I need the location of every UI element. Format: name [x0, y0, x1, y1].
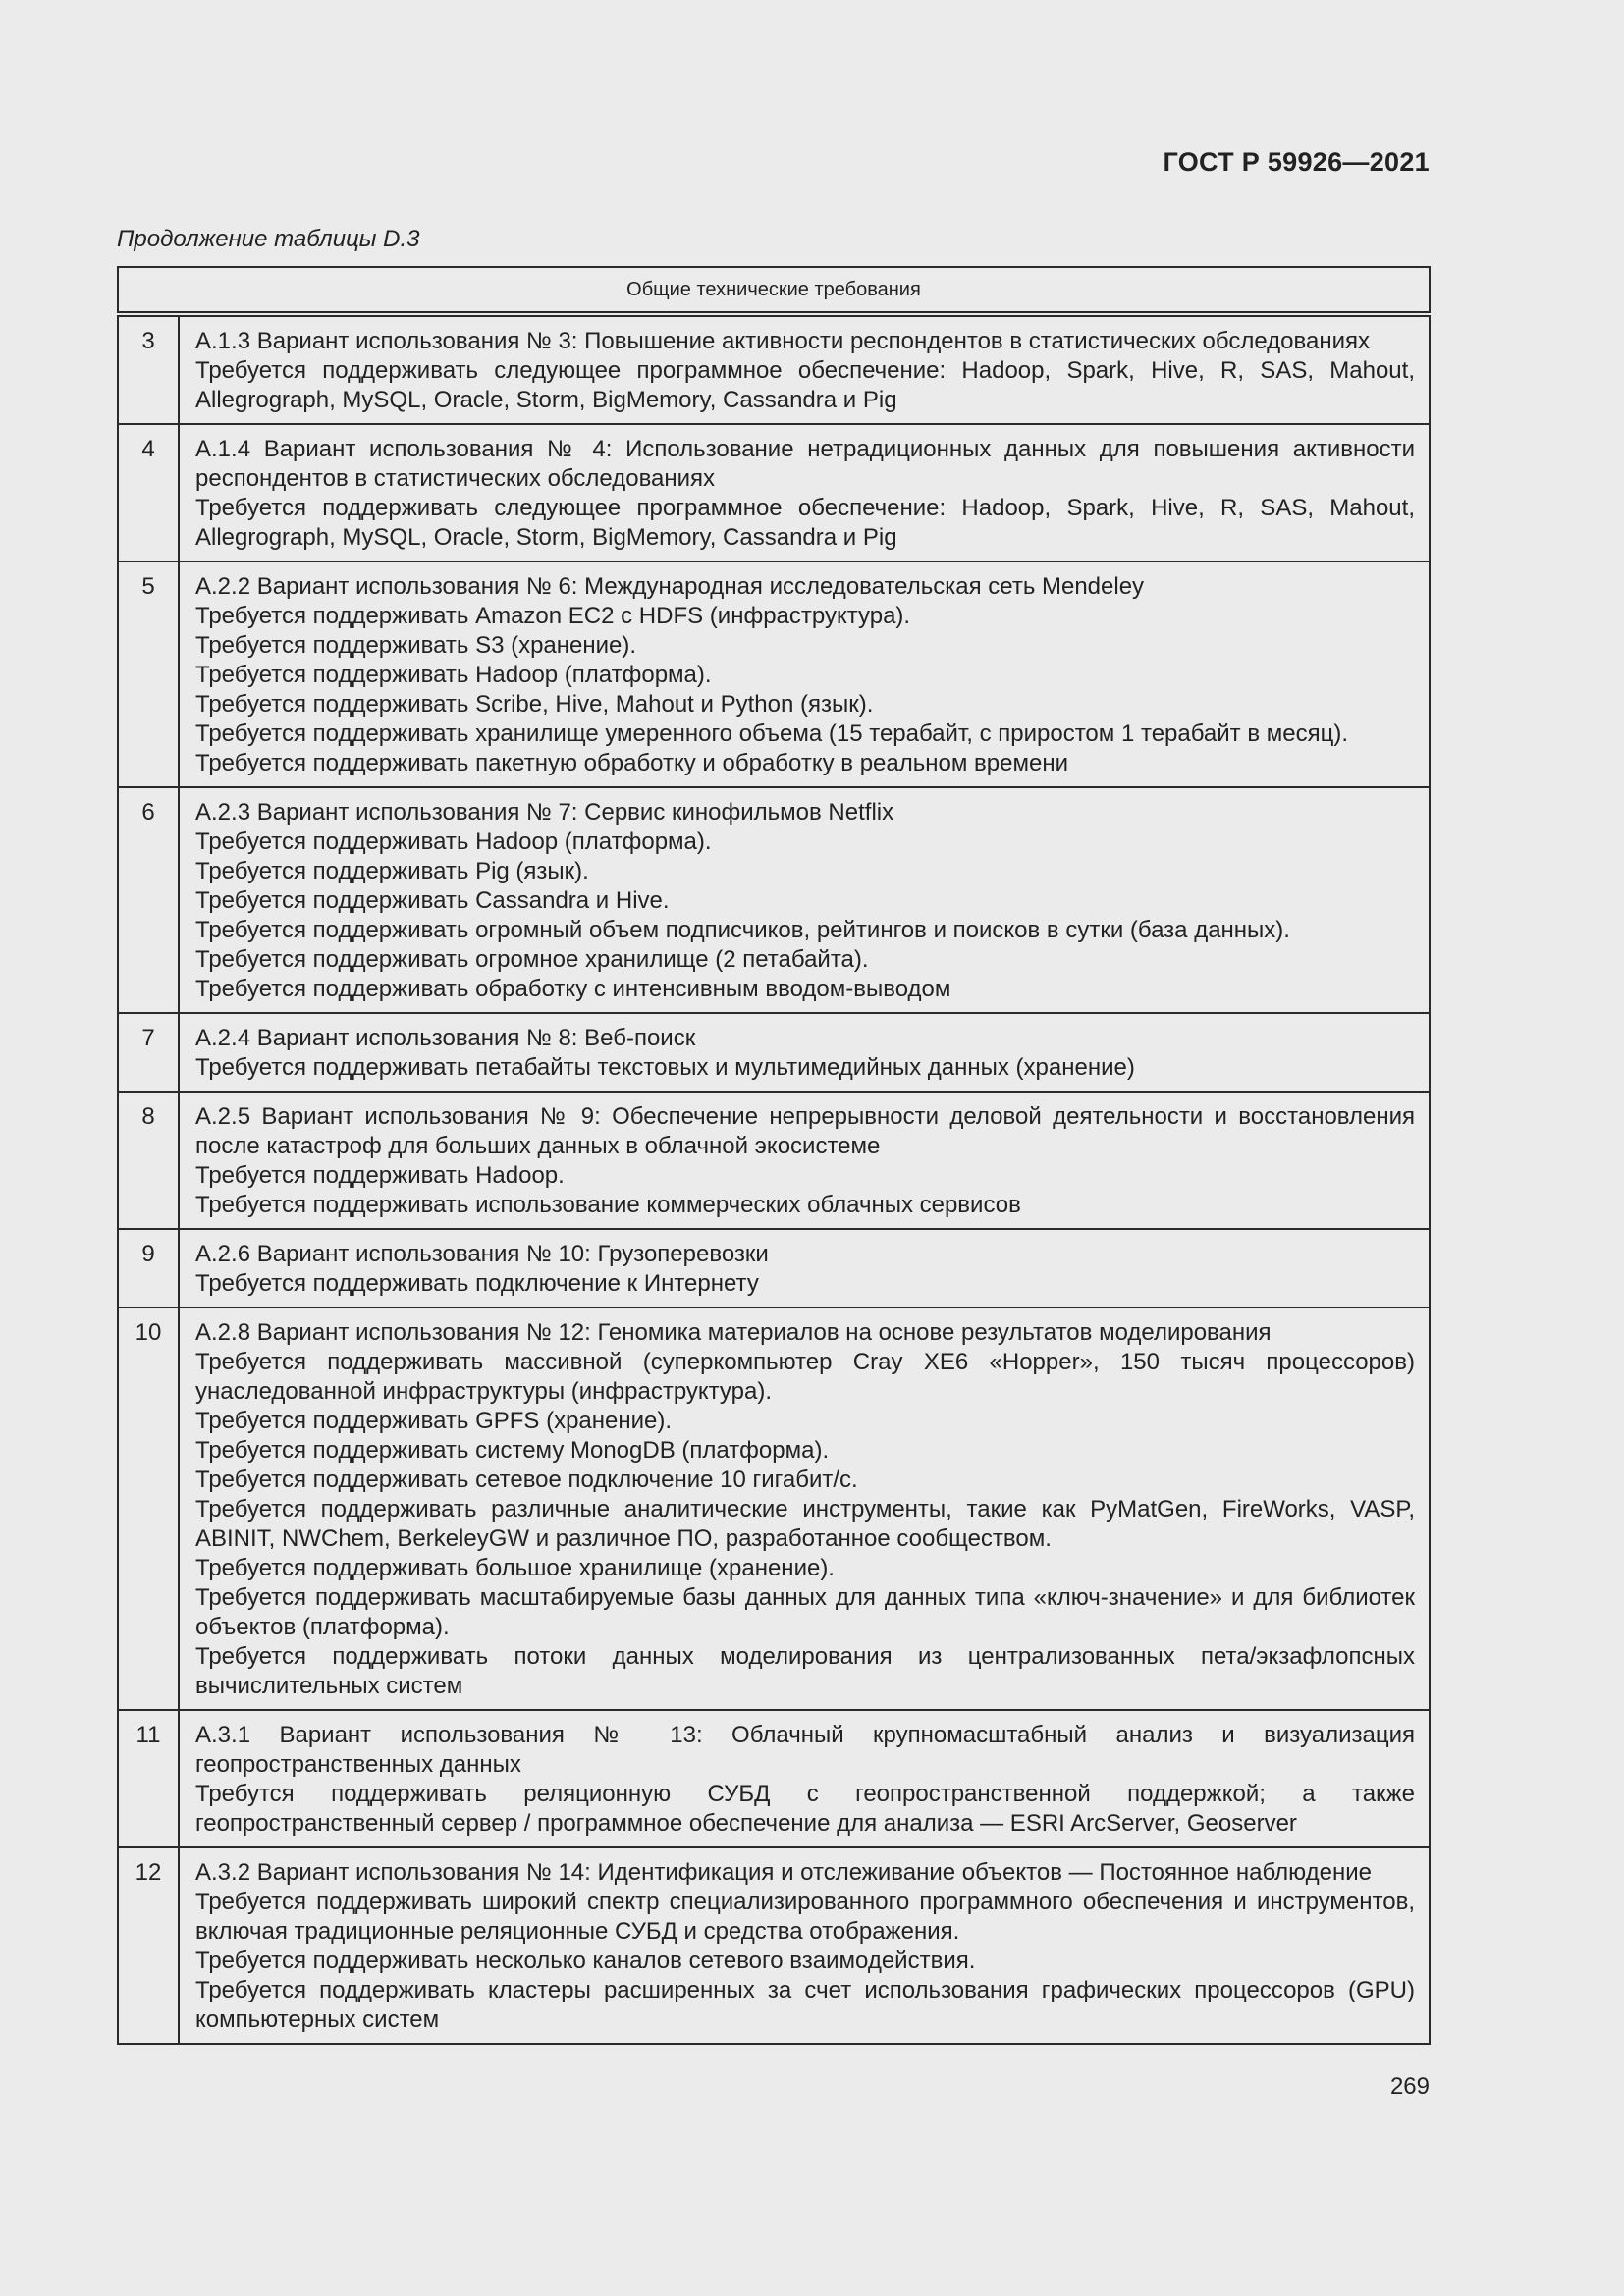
requirement-line: Требутся поддерживать реляционную СУБД с геопространственной поддержкой; а также геопространственный сервер / программное обеспечение для анализа — ESRI ArcServer, Geoserver [195, 1781, 1415, 1837]
requirement-line: Требуется поддерживать массивной (суперкомпьютер Cray XE6 «Hopper», 150 тысяч процессоров) унаследованной инфраструктуры (инфраструктура). [195, 1349, 1415, 1405]
table-row [118, 314, 1430, 424]
requirement-line: Требуется поддерживать несколько каналов сетевого взаимодействия. [195, 1948, 976, 1974]
row-number: 8 [118, 1092, 179, 1229]
requirement-line: Требуется поддерживать Amazon EC2 с HDFS (инфраструктура). [195, 603, 911, 629]
page-number: 269 [1389, 2073, 1430, 2100]
requirement-line: Требуется поддерживать следующее программное обеспечение: Hadoop, Spark, Hive, R, SAS, Mahout, Allegrograph, MySQL, Oracle, Storm, BigMemory, Cassandra и Pig [195, 357, 1415, 413]
row-content [179, 424, 1430, 561]
requirement-line: Требуется поддерживать Cassandra и Hive. [195, 887, 670, 914]
table-row [118, 1308, 1430, 1710]
table-row [118, 424, 1430, 561]
requirement-line: Требуется поддерживать хранилище умеренного объема (15 терабайт, с приростом 1 терабайт в месяц). [195, 721, 1349, 747]
requirement-line: Требуется поддерживать пакетную обработку и обработку в реальном времени [195, 750, 1068, 776]
requirement-line: Требуется поддерживать огромное хранилище (2 петабайта). [195, 946, 869, 973]
requirement-line: Требуется поддерживать различные аналитические инструменты, такие как PyMatGen, FireWorks, VASP, ABINIT, NWChem, BerkeleyGW и различное ПО, разработанное сообществом. [195, 1496, 1415, 1552]
row-number: 7 [118, 1013, 179, 1092]
row-number: 5 [118, 561, 179, 787]
document-code: ГОСТ Р 59926—2021 [1163, 147, 1430, 177]
use-case-title: А.2.2 Вариант использования № 6: Международная исследовательская сеть Mendeley [195, 573, 1145, 600]
table-header-row [118, 267, 1430, 314]
use-case-title: А.1.3 Вариант использования № 3: Повышение активности респондентов в статистических обследованиях [195, 328, 1371, 354]
row-number: 12 [118, 1847, 179, 2044]
use-case-title: А.2.5 Вариант использования № 9: Обеспечение непрерывности деловой деятельности и восстановления после катастроф для больших данных в облачной экосистеме [195, 1103, 1415, 1159]
table-row [118, 1092, 1430, 1229]
row-content [179, 1092, 1430, 1229]
row-number: 3 [118, 314, 179, 424]
row-number: 10 [118, 1308, 179, 1710]
row-number: 9 [118, 1229, 179, 1308]
requirement-line: Требуется поддерживать следующее программное обеспечение: Hadoop, Spark, Hive, R, SAS, Mahout, Allegrograph, MySQL, Oracle, Storm, BigMemory, Cassandra и Pig [195, 495, 1415, 551]
requirement-line: Требуется поддерживать GPFS (хранение). [195, 1408, 673, 1434]
use-case-title: А.3.1 Вариант использования № 13: Облачный крупномасштабный анализ и визуализация геопространственных данных [195, 1722, 1415, 1778]
table-header: Общие технические требования [118, 267, 1430, 314]
requirement-line: Требуется поддерживать использование коммерческих облачных сервисов [195, 1192, 1021, 1218]
requirement-line: Требуется поддерживать кластеры расширенных за счет использования графических процессоров (GPU) компьютерных систем [195, 1977, 1415, 2033]
table-row [118, 787, 1430, 1013]
table-caption: Продолжение таблицы D.3 [117, 226, 420, 252]
requirement-line: Требуется поддерживать сетевое подключение 10 гигабит/с. [195, 1467, 858, 1493]
use-case-title: А.2.3 Вариант использования № 7: Сервис кинофильмов Netflix [195, 799, 894, 826]
row-content [179, 314, 1430, 424]
row-number: 6 [118, 787, 179, 1013]
requirement-line: Требуется поддерживать масштабируемые базы данных для данных типа «ключ-значение» и для библиотек объектов (платформа). [195, 1584, 1415, 1640]
use-case-title: А.1.4 Вариант использования № 4: Использование нетрадиционных данных для повышения активности респондентов в статистических обследованиях [195, 436, 1415, 492]
table-row [118, 561, 1430, 787]
table-body [118, 314, 1430, 2044]
row-content [179, 1013, 1430, 1092]
requirement-line: Требуется поддерживать Pig (язык). [195, 858, 589, 884]
requirement-line: Требуется поддерживать Hadoop (платформа). [195, 662, 712, 688]
requirement-line: Требуется поддерживать подключение к Интернету [195, 1270, 759, 1297]
requirement-line: Требуется поддерживать большое хранилище (хранение). [195, 1555, 835, 1581]
table-row [118, 1710, 1430, 1847]
row-number: 11 [118, 1710, 179, 1847]
row-content [179, 1847, 1430, 2044]
requirement-line: Требуется поддерживать Hadoop (платформа). [195, 828, 712, 855]
requirement-line: Требуется поддерживать огромный объем подписчиков, рейтингов и поисков в сутки (база данных). [195, 917, 1290, 943]
requirement-line: Требуется поддерживать систему MonogDB (платформа). [195, 1437, 830, 1464]
use-case-title: А.2.6 Вариант использования № 10: Грузоперевозки [195, 1241, 769, 1267]
table-row [118, 1013, 1430, 1092]
row-content [179, 561, 1430, 787]
requirement-line: Требуется поддерживать Scribe, Hive, Mahout и Python (язык). [195, 691, 874, 718]
use-case-title: А.3.2 Вариант использования № 14: Идентификация и отслеживание объектов — Постоянное наблюдение [195, 1859, 1372, 1886]
requirement-line: Требуется поддерживать Hadoop. [195, 1162, 565, 1189]
row-content [179, 1308, 1430, 1710]
requirement-line: Требуется поддерживать S3 (хранение). [195, 632, 637, 659]
use-case-title: А.2.8 Вариант использования № 12: Геномика материалов на основе результатов моделирования [195, 1319, 1272, 1346]
use-case-title: А.2.4 Вариант использования № 8: Веб-поиск [195, 1025, 696, 1051]
requirement-line: Требуется поддерживать потоки данных моделирования из централизованных пета/экзафлопсных вычислительных систем [195, 1643, 1415, 1699]
table-row [118, 1229, 1430, 1308]
table-row [118, 1847, 1430, 2044]
row-number: 4 [118, 424, 179, 561]
row-content [179, 787, 1430, 1013]
requirement-line: Требуется поддерживать петабайты текстовых и мультимедийных данных (хранение) [195, 1054, 1135, 1081]
requirement-line: Требуется поддерживать широкий спектр специализированного программного обеспечения и инструментов, включая традиционные реляционные СУБД и средства отображения. [195, 1889, 1415, 1945]
row-content [179, 1229, 1430, 1308]
requirements-table [117, 266, 1431, 2045]
requirement-line: Требуется поддерживать обработку с интенсивным вводом-выводом [195, 976, 951, 1002]
row-content [179, 1710, 1430, 1847]
